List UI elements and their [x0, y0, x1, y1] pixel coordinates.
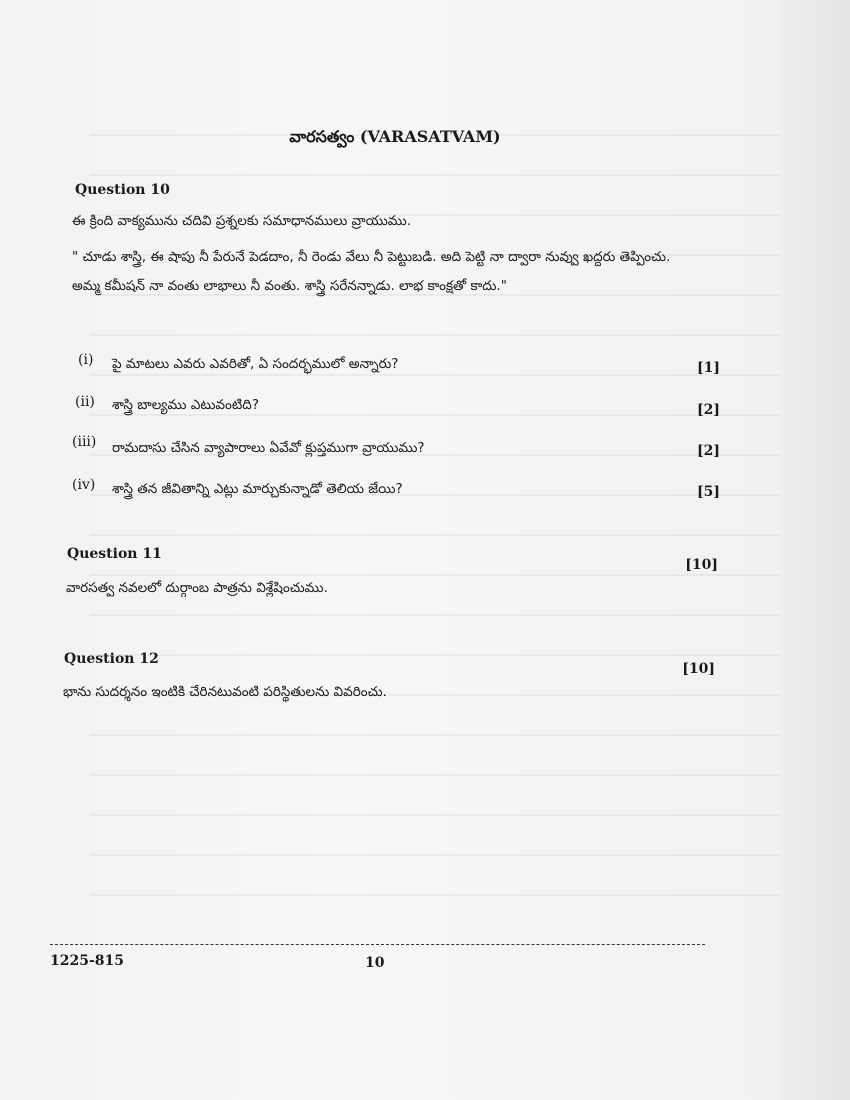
bleed-through-text: [90, 110, 790, 930]
section-title: వారసత్వం (VARASATVAM): [289, 127, 501, 146]
part-question: శాస్త్రి బాల్యము ఎటువంటిది?: [112, 397, 259, 413]
part-number: (ii): [75, 394, 95, 410]
part-number: (iii): [72, 434, 97, 450]
part-marks: [2]: [697, 443, 720, 459]
part-marks: [5]: [697, 484, 720, 500]
question-11-heading: Question 11: [67, 546, 162, 562]
question-10-heading: Question 10: [75, 182, 170, 198]
part-number: (i): [78, 352, 94, 368]
part-question: రామదాసు చేసిన వ్యాపారాలు ఏవేవో క్లుప్తముగా వ్రాయుము?: [112, 440, 425, 456]
question-11-marks: [10]: [685, 557, 718, 573]
page-number: 10: [365, 955, 385, 971]
part-question: పై మాటలు ఎవరు ఎవరితో, ఏ సందర్భములో అన్నారు?: [112, 356, 399, 372]
question-10-passage: " చూడు శాస్త్రి, ఈ షాపు నీ పేరునే పెడదాం, నీ రెండు వేలు నీ పెట్టుబడి. అది పెట్టి నా ద్వారా నువ్వు ఖద్దరు తెప్పించు. అమ్మ కమీషన్ నా వంతు లాభాలు నీ వంతు. శాస్త్రి సరేనన్నాడు. లాభ కాంక్షతో కాదు.": [72, 249, 671, 294]
question-12-heading: Question 12: [64, 651, 159, 667]
part-number: (iv): [72, 477, 96, 493]
page-edge-shadow: [780, 0, 850, 1100]
question-12-marks: [10]: [682, 661, 715, 677]
part-marks: [1]: [697, 360, 720, 376]
question-11-text: వారసత్వ నవలలో దుర్గాంబ పాత్రను విశ్లేషించుము.: [66, 580, 328, 596]
part-marks: [2]: [697, 402, 720, 418]
footer-rule: [50, 944, 705, 945]
question-12-text: భాను సుదర్శనం ఇంటికి చేరినటువంటి పరిస్థితులను వివరించు.: [63, 684, 387, 700]
part-question: శాస్త్రి తన జీవితాన్ని ఎట్లు మార్చుకున్నాడో తెలియ జేయి?: [112, 481, 403, 497]
question-10-instruction: ఈ క్రింది వాక్యమును చదివి ప్రశ్నలకు సమాధానములు వ్రాయుము.: [72, 213, 411, 229]
paper-code: 1225-815: [50, 953, 124, 969]
